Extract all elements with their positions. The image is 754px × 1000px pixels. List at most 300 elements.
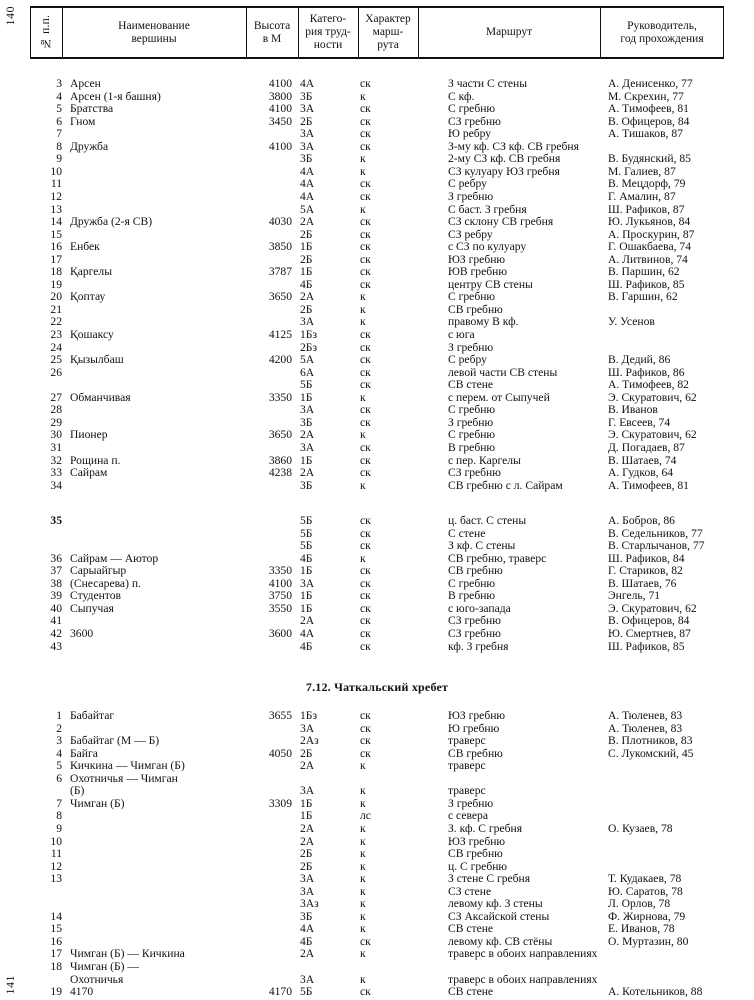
column-header-line: Руководитель, <box>627 19 697 32</box>
cell-number: 28 <box>50 403 62 417</box>
cell-category: 2Бз <box>300 340 318 354</box>
cell-peak-name: Арсен (1-я башня) <box>70 89 161 103</box>
table-row <box>0 216 754 229</box>
table-row <box>0 873 754 886</box>
cell-route: С гребню <box>448 576 496 590</box>
cell-category: 3А <box>300 102 315 116</box>
cell-leader: Ш. Рафиков, 87 <box>608 202 685 216</box>
cell-number: 14 <box>50 909 62 923</box>
column-header-char <box>358 8 418 57</box>
cell-number: 13 <box>50 202 62 216</box>
cell-route: левому кф. З стены <box>448 897 543 911</box>
cell-leader: М. Галиев, 87 <box>608 164 676 178</box>
cell-peak-name: Бабайтаг (М — Б) <box>70 734 160 748</box>
cell-category: 1Б <box>300 453 313 467</box>
cell-leader: Ш. Рафиков, 86 <box>608 365 685 379</box>
cell-leader: О. Кузаев, 78 <box>608 821 673 835</box>
cell-character: ск <box>360 734 371 748</box>
cell-altitude: 3550 <box>268 601 292 615</box>
table-row <box>0 628 754 641</box>
cell-number: 8 <box>56 809 62 823</box>
cell-leader: В. Офицеров, 84 <box>608 114 690 128</box>
cell-leader: А. Тюленев, 83 <box>608 721 683 735</box>
cell-number: 5 <box>56 102 62 116</box>
cell-route: с перем. от Сыпучей <box>448 390 550 404</box>
cell-altitude: 3650 <box>268 290 292 304</box>
cell-number: 37 <box>50 564 62 578</box>
cell-leader: В. Гаршин, 62 <box>608 290 678 304</box>
cell-character: ск <box>360 514 371 527</box>
cell-category: 2А <box>300 215 315 229</box>
cell-number: 25 <box>50 353 62 367</box>
column-header-name <box>62 8 246 57</box>
cell-altitude: 4238 <box>268 466 292 480</box>
cell-character: к <box>360 796 366 810</box>
cell-category: 1Б <box>300 265 313 279</box>
cell-character: ск <box>360 403 371 417</box>
cell-route: З кф. С стены <box>448 539 516 553</box>
cell-category: 2А <box>300 834 315 848</box>
cell-number: 18 <box>50 960 62 973</box>
cell-altitude: 4100 <box>268 77 292 90</box>
cell-leader: О. Муртазин, 80 <box>608 934 689 948</box>
cell-character: ск <box>360 240 371 254</box>
cell-category: 3А <box>300 576 315 590</box>
cell-altitude: 4170 <box>268 985 292 999</box>
cell-peak-name: Охотничья <box>70 972 124 986</box>
column-header-line: рия труд- <box>305 26 351 39</box>
cell-character: к <box>360 947 366 961</box>
cell-category: 3Б <box>300 89 313 103</box>
column-header-num-label: № п.п. <box>39 15 52 50</box>
cell-route: траверс <box>448 734 486 748</box>
cell-peak-name: Чимган (Б) — <box>70 960 139 973</box>
cell-route: С гребню <box>448 403 496 417</box>
cell-number: 21 <box>50 302 62 316</box>
page-folio-bottom: 141 <box>3 974 17 994</box>
cell-peak-name: Қаргелы <box>70 265 112 279</box>
cell-category: 5Б <box>300 539 313 553</box>
cell-leader: Ш. Рафиков, 85 <box>608 639 685 653</box>
table-row <box>0 710 754 723</box>
cell-leader: А. Тимофеев, 81 <box>608 102 689 116</box>
cell-number: 4 <box>56 746 62 760</box>
cell-character: к <box>360 821 366 835</box>
table-row <box>0 760 754 773</box>
cell-leader: В. Иванов <box>608 403 658 417</box>
cell-route: С ребру <box>448 353 487 367</box>
cell-altitude: 3787 <box>268 265 292 279</box>
column-header-line: Наименование <box>118 19 190 32</box>
cell-leader: А. Гудков, 64 <box>608 466 674 480</box>
cell-character: к <box>360 834 366 848</box>
column-header-line: ности <box>313 38 343 51</box>
table-row <box>0 480 754 493</box>
cell-leader: Г. Евсеев, 74 <box>608 415 671 429</box>
cell-leader: Э. Скуратович, 62 <box>608 390 697 404</box>
cell-number: 14 <box>50 215 62 229</box>
cell-category: 2Б <box>300 847 313 861</box>
cell-route: СВ гребню <box>448 302 503 316</box>
cell-category: 5Б <box>300 514 313 527</box>
cell-category: 5А <box>300 202 315 216</box>
cell-altitude: 4050 <box>268 746 292 760</box>
cell-category: 2А <box>300 947 315 961</box>
cell-number: 3 <box>56 734 62 748</box>
cell-category: 2Аз <box>300 734 319 748</box>
column-header-line: год прохождения <box>620 32 704 45</box>
cell-peak-name: Байга <box>70 746 98 760</box>
cell-leader: Г. Ошакбаева, 74 <box>608 240 692 254</box>
cell-leader: В. Дедий, 86 <box>608 353 671 367</box>
cell-route: СЗ Аксайской стены <box>448 909 550 923</box>
cell-character: ск <box>360 328 371 341</box>
cell-altitude: 3450 <box>268 114 292 128</box>
cell-leader: М. Скрехин, 77 <box>608 89 684 103</box>
cell-character: ск <box>360 589 371 603</box>
cell-leader: Ш. Рафиков, 85 <box>608 277 685 291</box>
cell-character: ск <box>360 227 371 241</box>
cell-category: 1Бз <box>300 709 318 722</box>
cell-category: 6А <box>300 365 315 379</box>
cell-leader: Ш. Рафиков, 84 <box>608 551 685 565</box>
column-header-line: в М <box>262 32 282 45</box>
cell-leader: А. Тимофеев, 81 <box>608 478 689 492</box>
cell-category: 3Б <box>300 909 313 923</box>
column-divider <box>246 8 247 57</box>
cell-leader: А. Котельников, 88 <box>608 985 703 999</box>
cell-route: СВ гребню, траверс <box>448 551 547 565</box>
cell-route: ЮЗ гребню <box>448 252 506 266</box>
cell-peak-name: Қызылбаш <box>70 353 124 367</box>
cell-altitude: 3650 <box>268 428 292 442</box>
cell-number: 39 <box>50 589 62 603</box>
cell-number: 11 <box>50 847 62 861</box>
cell-leader: В. Паршин, 62 <box>608 265 680 279</box>
cell-character: ск <box>360 614 371 628</box>
column-divider <box>418 8 419 57</box>
cell-peak-name: Сыпучая <box>70 601 114 615</box>
cell-route: С баст. З гребня <box>448 202 527 216</box>
cell-character: к <box>360 202 366 216</box>
cell-leader: В. Шатаев, 76 <box>608 576 677 590</box>
table-row <box>0 266 754 279</box>
cell-route: с СЗ по кулуару <box>448 240 527 254</box>
cell-leader: А. Тишаков, 87 <box>608 127 683 141</box>
cell-category: 4А <box>300 177 315 191</box>
column-divider <box>298 8 299 57</box>
cell-number: 17 <box>50 252 62 266</box>
cell-character: ск <box>360 440 371 454</box>
cell-peak-name: Чимган (Б) — Кичкина <box>70 947 185 961</box>
cell-leader: А. Проскурин, 87 <box>608 227 695 241</box>
cell-number: 36 <box>50 551 62 565</box>
cell-number: 19 <box>50 277 62 291</box>
cell-category: 1Б <box>300 589 313 603</box>
cell-category: 2Б <box>300 114 313 128</box>
cell-leader: Э. Скуратович, 62 <box>608 601 697 615</box>
cell-route: З гребню <box>448 189 494 203</box>
cell-number: 43 <box>50 639 62 653</box>
table-row <box>0 103 754 116</box>
cell-category: 4А <box>300 626 315 640</box>
cell-leader: Ф. Жирнова, 79 <box>608 909 686 923</box>
cell-leader: В. Будянский, 85 <box>608 152 691 166</box>
column-divider <box>62 8 63 57</box>
cell-peak-name: Обманчивая <box>70 390 131 404</box>
cell-character: лс <box>360 809 371 823</box>
cell-number: 38 <box>50 576 62 590</box>
table-row <box>0 404 754 417</box>
cell-number: 42 <box>50 626 62 640</box>
cell-route: С гребню <box>448 290 496 304</box>
cell-peak-name: Дружба (2-я СВ) <box>70 215 153 229</box>
cell-category: 2А <box>300 821 315 835</box>
cell-category: 3А <box>300 721 315 735</box>
cell-character: ск <box>360 721 371 735</box>
cell-altitude: 3350 <box>268 390 292 404</box>
cell-number: 9 <box>56 821 62 835</box>
cell-peak-name: Дружба <box>70 139 109 153</box>
cell-character: ск <box>360 746 371 760</box>
column-header-line: рута <box>377 38 399 51</box>
cell-character: ск <box>360 215 371 229</box>
cell-number: 2 <box>56 721 62 735</box>
cell-route: траверс в обоих направлениях <box>448 947 598 961</box>
table-row <box>0 540 754 553</box>
cell-character: к <box>360 847 366 861</box>
cell-category: 3А <box>300 972 315 986</box>
cell-number: 15 <box>50 922 62 936</box>
cell-route: С гребню <box>448 102 496 116</box>
cell-route: З стене С гребня <box>448 872 531 886</box>
cell-peak-name: Кичкина — Чимган (Б) <box>70 759 185 773</box>
cell-character: ск <box>360 539 371 553</box>
cell-route: С гребню <box>448 428 496 442</box>
cell-character: ск <box>360 709 371 722</box>
cell-peak-name: Арсен <box>70 77 101 90</box>
cell-number: 23 <box>50 328 62 341</box>
cell-character: ск <box>360 77 371 90</box>
table-edge-rule <box>30 8 31 57</box>
cell-number: 34 <box>50 478 62 492</box>
column-header-line: Характер <box>365 13 411 26</box>
cell-character: к <box>360 152 366 166</box>
table-row <box>0 641 754 654</box>
cell-peak-name: Чимган (Б) <box>70 796 125 810</box>
cell-altitude: 3655 <box>268 709 292 722</box>
cell-peak-name: Студентов <box>70 589 121 603</box>
cell-character: к <box>360 784 366 798</box>
table-row <box>0 128 754 141</box>
cell-category: 5Б <box>300 378 313 392</box>
cell-leader: В. Офицеров, 84 <box>608 614 690 628</box>
cell-character: к <box>360 972 366 986</box>
cell-leader: Е. Иванов, 78 <box>608 922 675 936</box>
cell-route: СЗ склону СВ гребня <box>448 215 554 229</box>
cell-number: 17 <box>50 947 62 961</box>
table-row <box>0 923 754 936</box>
cell-character: ск <box>360 265 371 279</box>
cell-character: к <box>360 302 366 316</box>
cell-altitude: 4100 <box>268 102 292 116</box>
cell-character: ск <box>360 526 371 540</box>
cell-leader: Ю. Саратов, 78 <box>608 884 683 898</box>
cell-altitude: 4100 <box>268 139 292 153</box>
cell-route: СВ стене <box>448 985 494 999</box>
cell-category: 2А <box>300 428 315 442</box>
cell-altitude: 4030 <box>268 215 292 229</box>
cell-route: 2-му СЗ кф. СВ гребня <box>448 152 561 166</box>
cell-number: 4 <box>56 89 62 103</box>
cell-route: с севера <box>448 809 488 823</box>
cell-category: 1Б <box>300 390 313 404</box>
cell-route: С ребру <box>448 177 487 191</box>
cell-character: ск <box>360 177 371 191</box>
cell-route: З гребню <box>448 340 494 354</box>
cell-category: 1Б <box>300 240 313 254</box>
cell-category: 4Б <box>300 277 313 291</box>
cell-route: правому В кф. <box>448 315 519 329</box>
cell-route: СЗ гребню <box>448 466 501 480</box>
cell-category: 4Б <box>300 551 313 565</box>
cell-character: к <box>360 909 366 923</box>
page-folio-top: 140 <box>3 6 17 26</box>
cell-altitude: 3750 <box>268 589 292 603</box>
cell-altitude: 4125 <box>268 328 292 341</box>
cell-route: СЗ стене <box>448 884 492 898</box>
cell-route: с юга <box>448 328 475 341</box>
cell-number: 31 <box>50 440 62 454</box>
cell-peak-name: 4170 <box>70 985 94 999</box>
cell-number: 11 <box>50 177 62 191</box>
cell-number: 6 <box>56 114 62 128</box>
cell-number: 18 <box>50 265 62 279</box>
table-row <box>0 191 754 204</box>
cell-leader: У. Усенов <box>608 315 655 329</box>
cell-category: 2Б <box>300 302 313 316</box>
cell-category: 4А <box>300 922 315 936</box>
cell-number: 8 <box>56 139 62 153</box>
cell-category: 3Б <box>300 415 313 429</box>
cell-route: СЗ гребню <box>448 626 501 640</box>
cell-leader: А. Денисенко, 77 <box>608 77 693 90</box>
cell-category: 4А <box>300 189 315 203</box>
table-row <box>0 467 754 480</box>
cell-number: 9 <box>56 152 62 166</box>
cell-character: ск <box>360 985 371 999</box>
cell-number: 16 <box>50 934 62 948</box>
cell-number: 7 <box>56 127 62 141</box>
cell-character: к <box>360 428 366 442</box>
cell-category: 3Аз <box>300 897 319 911</box>
cell-character: к <box>360 89 366 103</box>
cell-peak-name: Братства <box>70 102 114 116</box>
table-row <box>0 836 754 849</box>
cell-leader: А. Тимофеев, 82 <box>608 378 689 392</box>
cell-character: ск <box>360 626 371 640</box>
cell-character: к <box>360 872 366 886</box>
cell-altitude: 3600 <box>268 626 292 640</box>
cell-leader: В. Седельников, 77 <box>608 526 703 540</box>
cell-route: СЗ гребню <box>448 614 501 628</box>
cell-character: ск <box>360 139 371 153</box>
cell-route: с пер. Каргелы <box>448 453 521 467</box>
table-header <box>30 6 724 59</box>
cell-character: к <box>360 897 366 911</box>
cell-character: к <box>360 390 366 404</box>
cell-category: 2Б <box>300 252 313 266</box>
column-header-line: Катего- <box>309 13 347 26</box>
cell-character: ск <box>360 601 371 615</box>
cell-route: СЗ кулуару ЮЗ гребня <box>448 164 560 178</box>
cell-category: 3А <box>300 315 315 329</box>
cell-category: 3А <box>300 784 315 798</box>
cell-number: 22 <box>50 315 62 329</box>
cell-category: 2Б <box>300 227 313 241</box>
cell-character: ск <box>360 564 371 578</box>
cell-route: центру СВ стены <box>448 277 533 291</box>
cell-character: ск <box>360 127 371 141</box>
column-header-num <box>30 8 62 57</box>
cell-leader: Энгель, 71 <box>608 589 661 603</box>
cell-route: с юго-запада <box>448 601 511 615</box>
table-row <box>0 153 754 166</box>
cell-route: СВ гребню <box>448 746 503 760</box>
cell-number: 12 <box>50 859 62 873</box>
cell-number: 20 <box>50 290 62 304</box>
cell-category: 2Б <box>300 746 313 760</box>
cell-peak-name: (Снесарева) п. <box>70 576 141 590</box>
cell-number: 16 <box>50 240 62 254</box>
cell-number: 15 <box>50 227 62 241</box>
cell-character: ск <box>360 453 371 467</box>
cell-route: СВ стене <box>448 922 494 936</box>
cell-route: З гребню <box>448 415 494 429</box>
table-row <box>0 379 754 392</box>
cell-category: 2А <box>300 466 315 480</box>
cell-altitude: 3860 <box>268 453 292 467</box>
cell-category: 2Б <box>300 859 313 873</box>
cell-route: З-му кф. СЗ кф. СВ гребня <box>448 139 579 153</box>
cell-number: 32 <box>50 453 62 467</box>
cell-character: к <box>360 164 366 178</box>
table-row <box>0 329 754 342</box>
column-header-line: Маршрут <box>485 26 533 39</box>
cell-character: ск <box>360 639 371 653</box>
cell-category: 1Б <box>300 809 313 823</box>
cell-number: 10 <box>50 834 62 848</box>
cell-number: 40 <box>50 601 62 615</box>
column-header-route <box>418 8 600 57</box>
cell-leader: А. Тюленев, 83 <box>608 709 683 722</box>
cell-number: 33 <box>50 466 62 480</box>
cell-character: ск <box>360 340 371 354</box>
column-divider <box>358 8 359 57</box>
cell-character: к <box>360 290 366 304</box>
table-row <box>0 986 754 999</box>
cell-character: к <box>360 551 366 565</box>
cell-leader: Ю. Смертнев, 87 <box>608 626 691 640</box>
table-row <box>0 354 754 367</box>
cell-route: траверс <box>448 784 486 798</box>
cell-category: 2А <box>300 614 315 628</box>
cell-route: ЮЗ гребню <box>448 709 506 722</box>
cell-category: 5Б <box>300 985 313 999</box>
cell-route: Ю гребню <box>448 721 500 735</box>
cell-route: С кф. <box>448 89 475 103</box>
cell-category: 2А <box>300 290 315 304</box>
